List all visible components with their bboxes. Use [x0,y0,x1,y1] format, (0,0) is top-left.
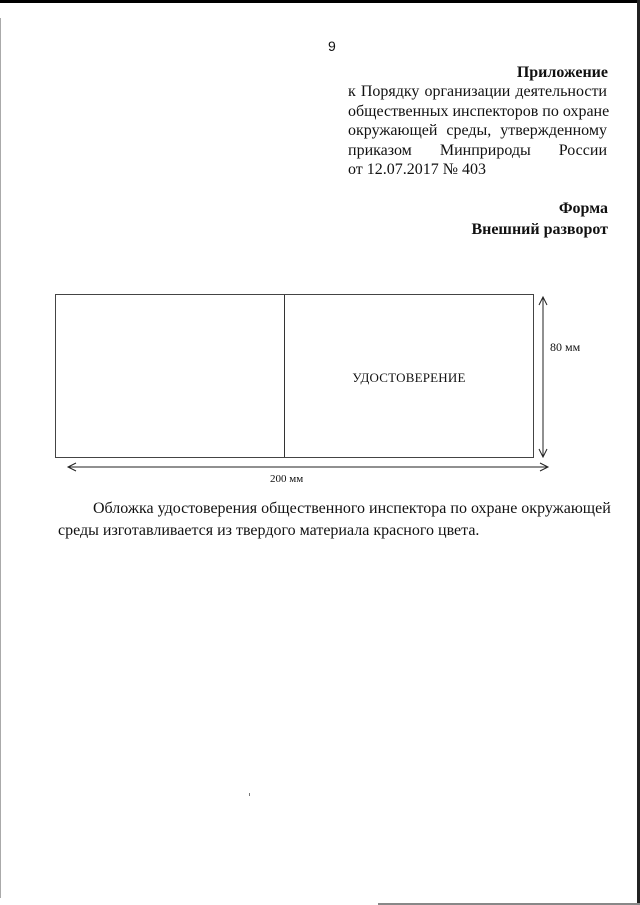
appendix-line: общественных инспекторов по охране [348,102,610,120]
appendix-line: от 12.07.2017 № 403 [348,161,487,178]
scan-edge-left [0,18,1,898]
cover-spread-diagram [55,294,534,458]
form-label: Форма [558,200,608,217]
width-dimension-label: 200 мм [270,473,304,485]
scan-speck [249,793,250,796]
page-number: 9 [328,38,336,54]
scan-edge-top [0,0,640,3]
width-arrow-icon [68,463,548,471]
body-line: среды изготавливается из твердого материала красного цвета. [58,522,480,539]
cover-description [58,498,611,542]
appendix-line: к Порядку организации деятельности [348,83,607,100]
cover-title: УДОСТОВЕРЕНИЕ [352,370,466,385]
appendix-reference [348,82,610,180]
appendix-line: окружающей среды, утвержденному [348,122,607,139]
appendix-line: приказом Минприроды России [348,141,607,159]
height-dimension-label: 80 мм [550,340,581,354]
body-line: Обложка удостоверения общественного инспектора по охране окружающей [93,500,611,517]
spread-subtitle: Внешний разворот [471,221,608,238]
height-arrow-icon [539,297,547,457]
appendix-title: Приложение [516,64,608,81]
